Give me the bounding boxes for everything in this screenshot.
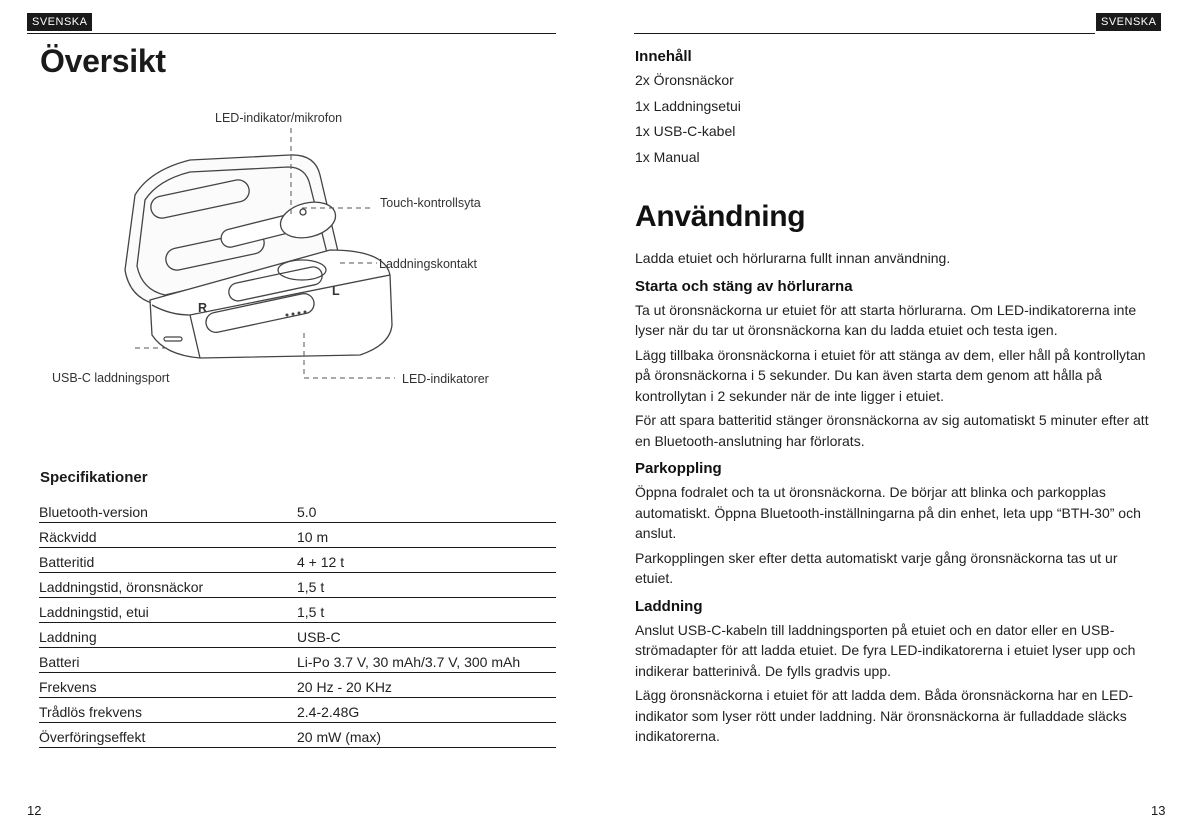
spec-value: 10 m xyxy=(297,523,556,548)
spec-row xyxy=(39,623,556,648)
onoff-heading: Starta och stäng av hörlurarna xyxy=(635,277,853,295)
spec-row xyxy=(39,723,556,748)
spec-value: 4 + 12 t xyxy=(297,548,556,573)
spec-title: Specifikationer xyxy=(40,469,148,486)
label-touch: Touch-kontrollsyta xyxy=(380,196,481,210)
spec-key: Laddning xyxy=(39,623,297,648)
spec-row xyxy=(39,698,556,723)
spec-key: Trådlös frekvens xyxy=(39,698,297,723)
charging-heading: Laddning xyxy=(635,597,703,615)
usage-intro: Ladda etuiet och hörlurarna fullt innan användning. xyxy=(635,250,951,266)
spec-value: 1,5 t xyxy=(297,598,556,623)
charging-paragraph-1: Anslut USB-C-kabeln till laddningsporten på etuiet och en dator eller en USB-strömadapter för att ladda etuiet. De fyra LED-indikatorerna i etuiet lyser upp och indikerar batterinivå. De fylls gradvis upp. xyxy=(635,621,1136,679)
spec-row xyxy=(39,673,556,698)
spec-value: 20 Hz - 20 KHz xyxy=(297,673,556,698)
page-number: 12 xyxy=(27,803,42,818)
spec-key: Bluetooth-version xyxy=(39,498,297,523)
spec-key: Frekvens xyxy=(39,673,297,698)
earbud-r-mark: R xyxy=(198,301,208,315)
spec-row xyxy=(39,573,556,598)
pairing-paragraph-1: Öppna fodralet och ta ut öronsnäckorna. De börjar att blinka och parkopplas automatiskt. Öppna Bluetooth-inställningarna på din enhet, leta upp “BTH-30” och anslut. xyxy=(635,484,1141,541)
spec-value: 2.4-2.48G xyxy=(297,698,556,723)
left-page xyxy=(0,0,595,839)
spec-value: Li-Po 3.7 V, 30 mAh/3.7 V, 300 mAh xyxy=(297,648,556,673)
onoff-paragraph-3: För att spara batteritid stänger öronsnäckorna av sig automatiskt 5 minuter efter att en Bluetooth-anslutning har förlorats. xyxy=(635,412,1149,449)
spec-key: Laddningstid, etui xyxy=(39,598,297,623)
spec-table xyxy=(39,498,556,748)
label-led-indicators: LED-indikatorer xyxy=(402,372,489,386)
onoff-paragraph-2: Lägg tillbaka öronsnäckorna i etuiet för att stänga av dem, eller håll på kontrollytan på öronsnäckorna i 5 sekunder. Du kan även starta dem genom att hålla på kontrollytan i 2 sekunder när de inte ligger i etuiet. xyxy=(635,346,1146,404)
spec-key: Batteritid xyxy=(39,548,297,573)
earbuds-case-diagram xyxy=(40,100,510,400)
right-page xyxy=(596,0,1191,839)
spec-value: 1,5 t xyxy=(297,573,556,598)
pairing-paragraph-2: Parkopplingen sker efter detta automatiskt varje gång öronsnäckorna tas ut ur etuiet. xyxy=(635,549,1118,586)
spec-row xyxy=(39,598,556,623)
contents-item: 1x Laddningsetui xyxy=(635,97,741,114)
spec-row xyxy=(39,523,556,548)
page-number: 13 xyxy=(1151,803,1166,818)
spec-row xyxy=(39,498,556,523)
page-title: Översikt xyxy=(40,43,166,79)
header-rule xyxy=(634,33,1095,34)
contents-item: 2x Öronsnäckor xyxy=(635,72,734,88)
right-content xyxy=(635,48,1155,747)
spec-value: 5.0 xyxy=(297,498,556,523)
language-badge: SVENSKA xyxy=(1096,13,1161,31)
spec-row xyxy=(39,648,556,673)
usage-heading: Användning xyxy=(635,200,806,233)
spec-key: Räckvidd xyxy=(39,523,297,548)
label-led-mic: LED-indikator/mikrofon xyxy=(215,111,343,125)
charging-paragraph-2: Lägg öronsnäckorna i etuiet för att ladda dem. Båda öronsnäckorna har en LED-indikator som lyser rött under laddning. När öronsnäckorna är fulladdade släcks indikatorerna. xyxy=(635,687,1134,744)
spec-key: Laddningstid, öronsnäckor xyxy=(39,573,297,598)
label-charging-contact: Laddningskontakt xyxy=(379,257,477,271)
spec-key: Batteri xyxy=(39,648,297,673)
contents-item: 1x USB-C-kabel xyxy=(635,123,736,139)
spec-key: Överföringseffekt xyxy=(39,723,297,748)
earbud-l-mark: L xyxy=(332,284,340,298)
spec-value: USB-C xyxy=(297,623,556,648)
language-badge: SVENSKA xyxy=(27,13,92,31)
contents-list xyxy=(635,68,1155,170)
label-usb-port: USB-C laddningsport xyxy=(52,371,170,385)
spec-value: 20 mW (max) xyxy=(297,723,556,748)
header-rule xyxy=(27,33,556,34)
contents-heading: Innehåll xyxy=(635,48,692,65)
onoff-paragraph-1: Ta ut öronsnäckorna ur etuiet för att starta hörlurarna. Om LED-indikatorerna inte lyser när du tar ut öronsnäckorna kan du ladda etuiet och testa igen. xyxy=(635,301,1137,338)
contents-item: 1x Manual xyxy=(635,148,700,165)
pairing-heading: Parkoppling xyxy=(635,460,722,477)
spec-row xyxy=(39,548,556,573)
